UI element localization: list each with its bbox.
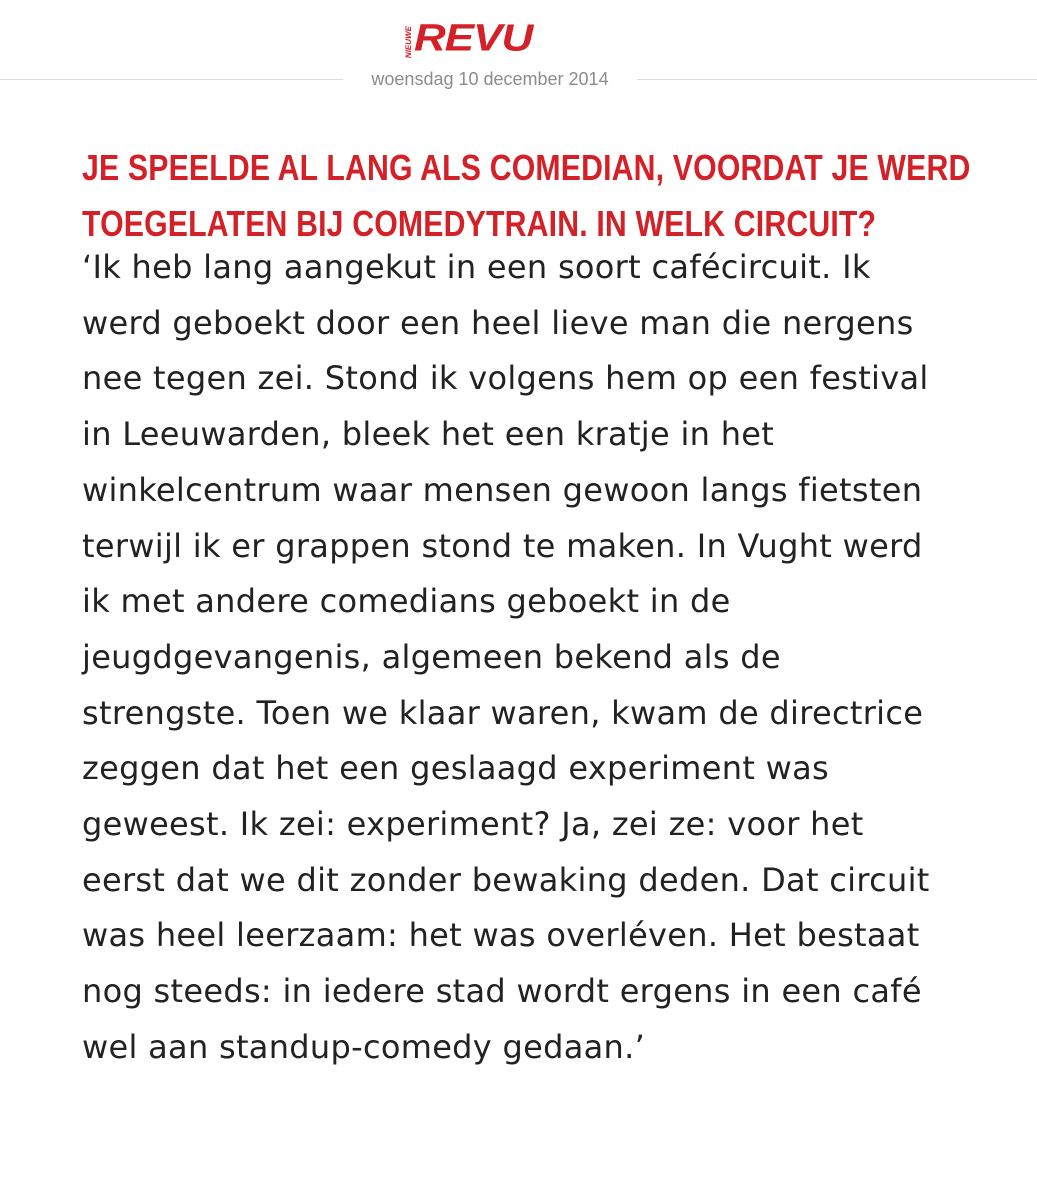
- masthead: [0, 0, 1037, 100]
- answer-line: eerst dat we dit zonder bewaking deden. Dat circuit: [82, 860, 930, 899]
- divider-right: [637, 79, 1037, 80]
- answer-line: in Leeuwarden, bleek het een kratje in het: [82, 415, 775, 454]
- answer-line: jeugdgevangenis, algemeen bekend als de: [82, 637, 781, 676]
- answer-line: geweest. Ik zei: experiment? Ja, zei ze: voor het: [82, 805, 864, 844]
- answer-line: werd geboekt door een heel lieve man die nergens: [82, 303, 914, 342]
- interview-answer: [82, 240, 972, 1076]
- answer-line: ik met andere comedians geboekt in de: [82, 582, 731, 621]
- answer-line: wel aan standup-comedy gedaan.’: [82, 1027, 646, 1066]
- divider-left: [0, 79, 343, 80]
- publication-date: woensdag 10 december 2014: [371, 69, 609, 89]
- answer-line: nog steeds: in iedere stad wordt ergens in een café: [82, 972, 922, 1011]
- answer-line: strengste. Toen we klaar waren, kwam de directrice: [82, 693, 924, 732]
- logo-nieuwe-text: NIEUWE: [404, 25, 413, 59]
- answer-line: ‘Ik heb lang aangekut in een soort cafécircuit. Ik: [82, 248, 871, 286]
- answer-line: nee tegen zei. Stond ik volgens hem op een festival: [82, 359, 929, 398]
- answer-line: winkelcentrum waar mensen gewoon langs fietsten: [82, 470, 923, 509]
- logo-revu-text: REVU: [414, 16, 533, 59]
- date-row: [0, 67, 1037, 91]
- answer-line: was heel leerzaam: het was overléven. Het bestaat: [82, 916, 920, 955]
- answer-line: zeggen dat het een geslaagd experiment was: [82, 749, 830, 788]
- article: [82, 140, 982, 1076]
- interview-question: JE SPEELDE AL LANG ALS COMEDIAN, VOORDAT JE WERD TOEGELATEN BIJ COMEDYTRAIN. IN WELK CIRCUIT?: [82, 147, 971, 244]
- revu-logo[interactable]: [404, 16, 533, 62]
- answer-line: terwijl ik er grappen stond te maken. In Vught werd: [82, 526, 923, 565]
